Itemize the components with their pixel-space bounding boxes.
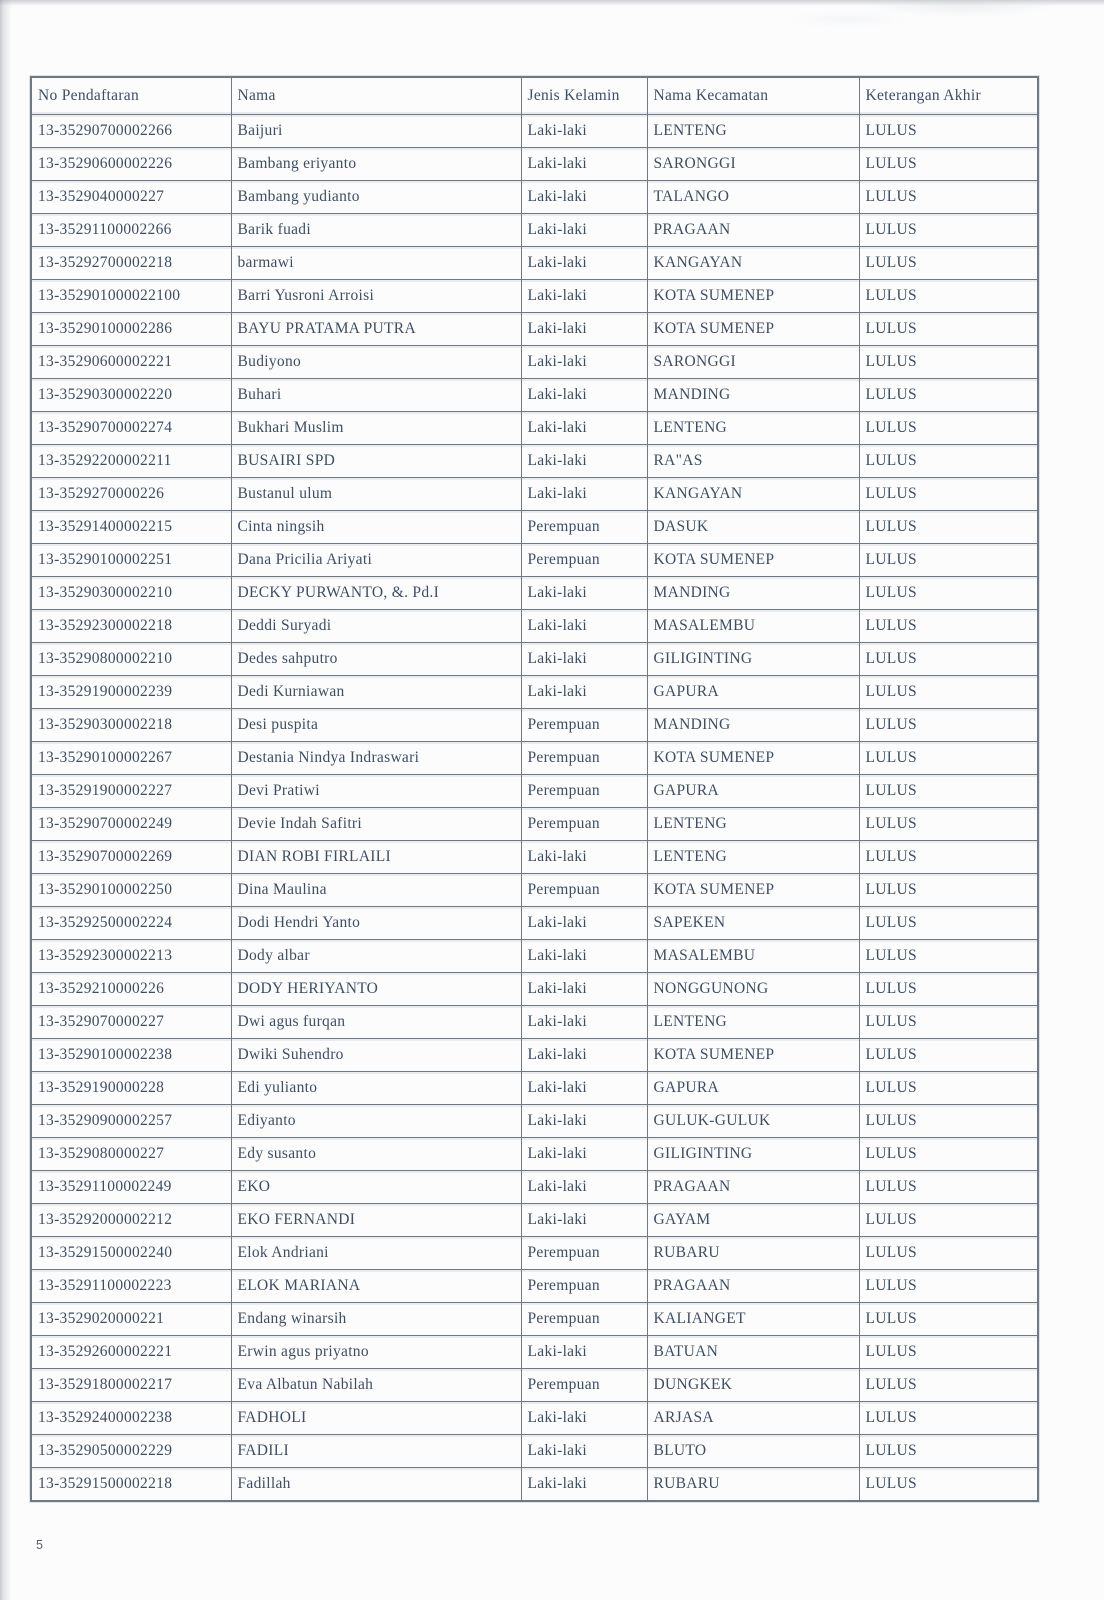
cell-keterangan-akhir: LULUS [859,247,1038,280]
cell-jenis-kelamin: Laki-laki [521,346,647,379]
cell-jenis-kelamin: Laki-laki [521,973,647,1006]
cell-no-pendaftaran: 13-35290300002218 [31,709,231,742]
cell-no-pendaftaran: 13-35290800002210 [31,643,231,676]
cell-nama-kecamatan: GILIGINTING [647,643,859,676]
cell-nama: Eva Albatun Nabilah [231,1369,521,1402]
cell-nama-kecamatan: GAPURA [647,1072,859,1105]
table-row [31,973,1038,1006]
cell-nama-kecamatan: MANDING [647,379,859,412]
cell-no-pendaftaran: 13-35290500002229 [31,1435,231,1468]
table-row [31,874,1038,907]
table-row [31,1270,1038,1303]
cell-keterangan-akhir: LULUS [859,1105,1038,1138]
cell-nama: Edy susanto [231,1138,521,1171]
cell-jenis-kelamin: Perempuan [521,1303,647,1336]
cell-no-pendaftaran: 13-35292000002212 [31,1204,231,1237]
cell-nama: Bambang yudianto [231,181,521,214]
table-row [31,478,1038,511]
cell-no-pendaftaran: 13-3529070000227 [31,1006,231,1039]
table-row [31,808,1038,841]
cell-jenis-kelamin: Laki-laki [521,610,647,643]
cell-no-pendaftaran: 13-3529080000227 [31,1138,231,1171]
table-row [31,577,1038,610]
cell-nama: Baijuri [231,115,521,148]
cell-nama-kecamatan: KOTA SUMENEP [647,1039,859,1072]
cell-nama: Endang winarsih [231,1303,521,1336]
cell-no-pendaftaran: 13-35292300002213 [31,940,231,973]
cell-keterangan-akhir: LULUS [859,1435,1038,1468]
table-row [31,1072,1038,1105]
cell-keterangan-akhir: LULUS [859,511,1038,544]
cell-nama: Erwin agus priyatno [231,1336,521,1369]
cell-no-pendaftaran: 13-35290300002210 [31,577,231,610]
cell-nama-kecamatan: PRAGAAN [647,214,859,247]
table-row [31,115,1038,148]
cell-keterangan-akhir: LULUS [859,1336,1038,1369]
cell-nama-kecamatan: KANGAYAN [647,247,859,280]
cell-nama-kecamatan: RA"AS [647,445,859,478]
cell-nama: Elok Andriani [231,1237,521,1270]
cell-nama-kecamatan: KALIANGET [647,1303,859,1336]
cell-jenis-kelamin: Perempuan [521,874,647,907]
cell-no-pendaftaran: 13-35291500002240 [31,1237,231,1270]
cell-keterangan-akhir: LULUS [859,148,1038,181]
cell-nama-kecamatan: MASALEMBU [647,610,859,643]
cell-nama: BAYU PRATAMA PUTRA [231,313,521,346]
cell-nama-kecamatan: LENTENG [647,115,859,148]
table-row [31,379,1038,412]
cell-keterangan-akhir: LULUS [859,1270,1038,1303]
cell-nama: Budiyono [231,346,521,379]
table-row [31,841,1038,874]
cell-nama-kecamatan: KANGAYAN [647,478,859,511]
cell-nama: Dedes sahputro [231,643,521,676]
header-row [31,77,1038,115]
cell-jenis-kelamin: Laki-laki [521,247,647,280]
cell-keterangan-akhir: LULUS [859,313,1038,346]
cell-nama: ELOK MARIANA [231,1270,521,1303]
cell-nama: Dwiki Suhendro [231,1039,521,1072]
cell-nama-kecamatan: KOTA SUMENEP [647,742,859,775]
cell-no-pendaftaran: 13-35290600002226 [31,148,231,181]
cell-jenis-kelamin: Perempuan [521,511,647,544]
cell-nama: Dana Pricilia Ariyati [231,544,521,577]
table-row [31,742,1038,775]
cell-nama-kecamatan: DUNGKEK [647,1369,859,1402]
cell-nama: Devi Pratiwi [231,775,521,808]
cell-nama: Buhari [231,379,521,412]
cell-nama: EKO [231,1171,521,1204]
results-table [30,76,1039,1502]
cell-nama-kecamatan: MASALEMBU [647,940,859,973]
cell-jenis-kelamin: Perempuan [521,742,647,775]
cell-keterangan-akhir: LULUS [859,1138,1038,1171]
cell-jenis-kelamin: Perempuan [521,1237,647,1270]
cell-no-pendaftaran: 13-35291900002239 [31,676,231,709]
table-header [31,77,1038,115]
table-row [31,1402,1038,1435]
cell-no-pendaftaran: 13-35290900002257 [31,1105,231,1138]
cell-jenis-kelamin: Laki-laki [521,412,647,445]
cell-keterangan-akhir: LULUS [859,676,1038,709]
cell-nama-kecamatan: SAPEKEN [647,907,859,940]
column-header-keterangan-akhir: Keterangan Akhir [859,77,1038,115]
cell-nama: Fadillah [231,1468,521,1502]
cell-nama: BUSAIRI SPD [231,445,521,478]
cell-nama-kecamatan: GAPURA [647,676,859,709]
column-header-jenis-kelamin: Jenis Kelamin [521,77,647,115]
cell-jenis-kelamin: Laki-laki [521,643,647,676]
cell-jenis-kelamin: Perempuan [521,1270,647,1303]
table-row [31,1303,1038,1336]
cell-nama: Dodi Hendri Yanto [231,907,521,940]
cell-no-pendaftaran: 13-35291100002223 [31,1270,231,1303]
cell-keterangan-akhir: LULUS [859,742,1038,775]
cell-keterangan-akhir: LULUS [859,181,1038,214]
table-row [31,610,1038,643]
cell-jenis-kelamin: Perempuan [521,808,647,841]
cell-nama-kecamatan: MANDING [647,709,859,742]
cell-jenis-kelamin: Laki-laki [521,214,647,247]
cell-nama: Bambang eriyanto [231,148,521,181]
cell-keterangan-akhir: LULUS [859,643,1038,676]
table-row [31,676,1038,709]
cell-keterangan-akhir: LULUS [859,1369,1038,1402]
table-row [31,1039,1038,1072]
column-header-nama-kecamatan: Nama Kecamatan [647,77,859,115]
scan-artifact-smudge [764,0,1094,36]
cell-nama: Devie Indah Safitri [231,808,521,841]
table-row [31,1006,1038,1039]
cell-no-pendaftaran: 13-35290700002269 [31,841,231,874]
table-row [31,412,1038,445]
cell-keterangan-akhir: LULUS [859,775,1038,808]
cell-keterangan-akhir: LULUS [859,1303,1038,1336]
column-header-no-pendaftaran: No Pendaftaran [31,77,231,115]
cell-nama: barmawi [231,247,521,280]
table-row [31,181,1038,214]
table-row [31,214,1038,247]
cell-keterangan-akhir: LULUS [859,1237,1038,1270]
cell-jenis-kelamin: Laki-laki [521,1072,647,1105]
table-row [31,1138,1038,1171]
cell-jenis-kelamin: Laki-laki [521,1105,647,1138]
cell-keterangan-akhir: LULUS [859,544,1038,577]
cell-no-pendaftaran: 13-35291100002266 [31,214,231,247]
cell-jenis-kelamin: Perempuan [521,775,647,808]
cell-keterangan-akhir: LULUS [859,379,1038,412]
cell-no-pendaftaran: 13-35291100002249 [31,1171,231,1204]
cell-keterangan-akhir: LULUS [859,940,1038,973]
cell-jenis-kelamin: Laki-laki [521,1468,647,1502]
cell-no-pendaftaran: 13-35292600002221 [31,1336,231,1369]
table-row [31,247,1038,280]
table-row [31,1237,1038,1270]
cell-keterangan-akhir: LULUS [859,115,1038,148]
cell-nama-kecamatan: GULUK-GULUK [647,1105,859,1138]
page-edge-shadow [0,0,12,1600]
cell-nama: FADILI [231,1435,521,1468]
cell-keterangan-akhir: LULUS [859,1402,1038,1435]
cell-nama-kecamatan: PRAGAAN [647,1270,859,1303]
cell-nama-kecamatan: RUBARU [647,1468,859,1502]
table-row [31,313,1038,346]
cell-keterangan-akhir: LULUS [859,280,1038,313]
cell-jenis-kelamin: Laki-laki [521,1435,647,1468]
cell-no-pendaftaran: 13-35290100002250 [31,874,231,907]
page-number: 5 [36,1538,43,1552]
cell-jenis-kelamin: Laki-laki [521,676,647,709]
cell-no-pendaftaran: 13-35291900002227 [31,775,231,808]
cell-jenis-kelamin: Laki-laki [521,940,647,973]
cell-no-pendaftaran: 13-3529020000221 [31,1303,231,1336]
cell-keterangan-akhir: LULUS [859,907,1038,940]
cell-nama-kecamatan: SARONGGI [647,346,859,379]
cell-no-pendaftaran: 13-35292500002224 [31,907,231,940]
cell-no-pendaftaran: 13-35290700002274 [31,412,231,445]
table-body [31,115,1038,1502]
cell-nama: Cinta ningsih [231,511,521,544]
cell-jenis-kelamin: Laki-laki [521,148,647,181]
cell-nama-kecamatan: TALANGO [647,181,859,214]
cell-keterangan-akhir: LULUS [859,346,1038,379]
cell-nama: DECKY PURWANTO, &. Pd.I [231,577,521,610]
cell-no-pendaftaran: 13-352901000022100 [31,280,231,313]
cell-nama: Bukhari Muslim [231,412,521,445]
cell-nama: Dody albar [231,940,521,973]
column-header-nama: Nama [231,77,521,115]
cell-no-pendaftaran: 13-35290700002266 [31,115,231,148]
cell-nama-kecamatan: GILIGINTING [647,1138,859,1171]
cell-nama-kecamatan: GAPURA [647,775,859,808]
cell-keterangan-akhir: LULUS [859,610,1038,643]
cell-nama: Dedi Kurniawan [231,676,521,709]
table-row [31,511,1038,544]
cell-nama: Desi puspita [231,709,521,742]
cell-nama-kecamatan: KOTA SUMENEP [647,280,859,313]
cell-jenis-kelamin: Laki-laki [521,478,647,511]
cell-nama-kecamatan: KOTA SUMENEP [647,544,859,577]
table-row [31,1204,1038,1237]
cell-nama: Deddi Suryadi [231,610,521,643]
cell-jenis-kelamin: Laki-laki [521,577,647,610]
cell-jenis-kelamin: Laki-laki [521,1171,647,1204]
cell-keterangan-akhir: LULUS [859,841,1038,874]
table-row [31,1171,1038,1204]
cell-keterangan-akhir: LULUS [859,808,1038,841]
cell-nama-kecamatan: KOTA SUMENEP [647,313,859,346]
cell-jenis-kelamin: Perempuan [521,544,647,577]
table-row [31,1105,1038,1138]
cell-jenis-kelamin: Laki-laki [521,841,647,874]
cell-jenis-kelamin: Laki-laki [521,1039,647,1072]
cell-nama-kecamatan: KOTA SUMENEP [647,874,859,907]
cell-no-pendaftaran: 13-35291800002217 [31,1369,231,1402]
cell-no-pendaftaran: 13-35290100002238 [31,1039,231,1072]
cell-nama-kecamatan: BLUTO [647,1435,859,1468]
table-row [31,1435,1038,1468]
cell-nama-kecamatan: BATUAN [647,1336,859,1369]
cell-no-pendaftaran: 13-35290300002220 [31,379,231,412]
cell-nama: Bustanul ulum [231,478,521,511]
cell-nama-kecamatan: LENTENG [647,808,859,841]
cell-no-pendaftaran: 13-3529210000226 [31,973,231,1006]
cell-nama: Dina Maulina [231,874,521,907]
cell-keterangan-akhir: LULUS [859,214,1038,247]
cell-keterangan-akhir: LULUS [859,1468,1038,1502]
table-row [31,643,1038,676]
cell-jenis-kelamin: Laki-laki [521,1006,647,1039]
cell-no-pendaftaran: 13-35290700002249 [31,808,231,841]
cell-nama: DODY HERIYANTO [231,973,521,1006]
cell-nama: Barri Yusroni Arroisi [231,280,521,313]
cell-nama-kecamatan: ARJASA [647,1402,859,1435]
cell-nama-kecamatan: PRAGAAN [647,1171,859,1204]
cell-nama-kecamatan: SARONGGI [647,148,859,181]
cell-jenis-kelamin: Laki-laki [521,115,647,148]
cell-nama-kecamatan: LENTENG [647,412,859,445]
cell-no-pendaftaran: 13-3529270000226 [31,478,231,511]
cell-no-pendaftaran: 13-35290100002267 [31,742,231,775]
cell-keterangan-akhir: LULUS [859,1204,1038,1237]
table-row [31,280,1038,313]
table-row [31,1468,1038,1502]
cell-no-pendaftaran: 13-35290600002221 [31,346,231,379]
cell-jenis-kelamin: Laki-laki [521,313,647,346]
cell-jenis-kelamin: Laki-laki [521,379,647,412]
cell-jenis-kelamin: Laki-laki [521,181,647,214]
cell-nama-kecamatan: GAYAM [647,1204,859,1237]
cell-no-pendaftaran: 13-35292700002218 [31,247,231,280]
cell-keterangan-akhir: LULUS [859,709,1038,742]
cell-jenis-kelamin: Laki-laki [521,445,647,478]
cell-nama-kecamatan: RUBARU [647,1237,859,1270]
cell-nama: Edi yulianto [231,1072,521,1105]
cell-nama-kecamatan: DASUK [647,511,859,544]
cell-keterangan-akhir: LULUS [859,1039,1038,1072]
cell-no-pendaftaran: 13-3529040000227 [31,181,231,214]
cell-jenis-kelamin: Perempuan [521,1369,647,1402]
cell-jenis-kelamin: Laki-laki [521,1204,647,1237]
cell-nama-kecamatan: MANDING [647,577,859,610]
cell-keterangan-akhir: LULUS [859,1006,1038,1039]
cell-nama-kecamatan: LENTENG [647,841,859,874]
cell-nama: DIAN ROBI FIRLAILI [231,841,521,874]
cell-no-pendaftaran: 13-35290100002286 [31,313,231,346]
cell-jenis-kelamin: Perempuan [521,709,647,742]
table-row [31,1369,1038,1402]
cell-jenis-kelamin: Laki-laki [521,1402,647,1435]
table-row [31,346,1038,379]
cell-keterangan-akhir: LULUS [859,478,1038,511]
cell-no-pendaftaran: 13-35291400002215 [31,511,231,544]
cell-nama: FADHOLI [231,1402,521,1435]
cell-nama-kecamatan: LENTENG [647,1006,859,1039]
cell-no-pendaftaran: 13-3529190000228 [31,1072,231,1105]
cell-keterangan-akhir: LULUS [859,874,1038,907]
table-row [31,907,1038,940]
cell-jenis-kelamin: Laki-laki [521,280,647,313]
cell-nama: EKO FERNANDI [231,1204,521,1237]
cell-keterangan-akhir: LULUS [859,577,1038,610]
table-row [31,775,1038,808]
table-row [31,445,1038,478]
cell-keterangan-akhir: LULUS [859,1171,1038,1204]
cell-nama: Barik fuadi [231,214,521,247]
cell-no-pendaftaran: 13-35292400002238 [31,1402,231,1435]
table-row [31,148,1038,181]
cell-nama-kecamatan: NONGGUNONG [647,973,859,1006]
cell-nama: Destania Nindya Indraswari [231,742,521,775]
table-row [31,940,1038,973]
cell-keterangan-akhir: LULUS [859,412,1038,445]
cell-keterangan-akhir: LULUS [859,973,1038,1006]
cell-keterangan-akhir: LULUS [859,445,1038,478]
cell-no-pendaftaran: 13-35290100002251 [31,544,231,577]
cell-no-pendaftaran: 13-35292300002218 [31,610,231,643]
table-row [31,709,1038,742]
cell-jenis-kelamin: Laki-laki [521,1336,647,1369]
cell-no-pendaftaran: 13-35291500002218 [31,1468,231,1502]
cell-nama: Ediyanto [231,1105,521,1138]
cell-nama: Dwi agus furqan [231,1006,521,1039]
cell-no-pendaftaran: 13-35292200002211 [31,445,231,478]
cell-jenis-kelamin: Laki-laki [521,1138,647,1171]
cell-jenis-kelamin: Laki-laki [521,907,647,940]
table-row [31,1336,1038,1369]
table-row [31,544,1038,577]
cell-keterangan-akhir: LULUS [859,1072,1038,1105]
